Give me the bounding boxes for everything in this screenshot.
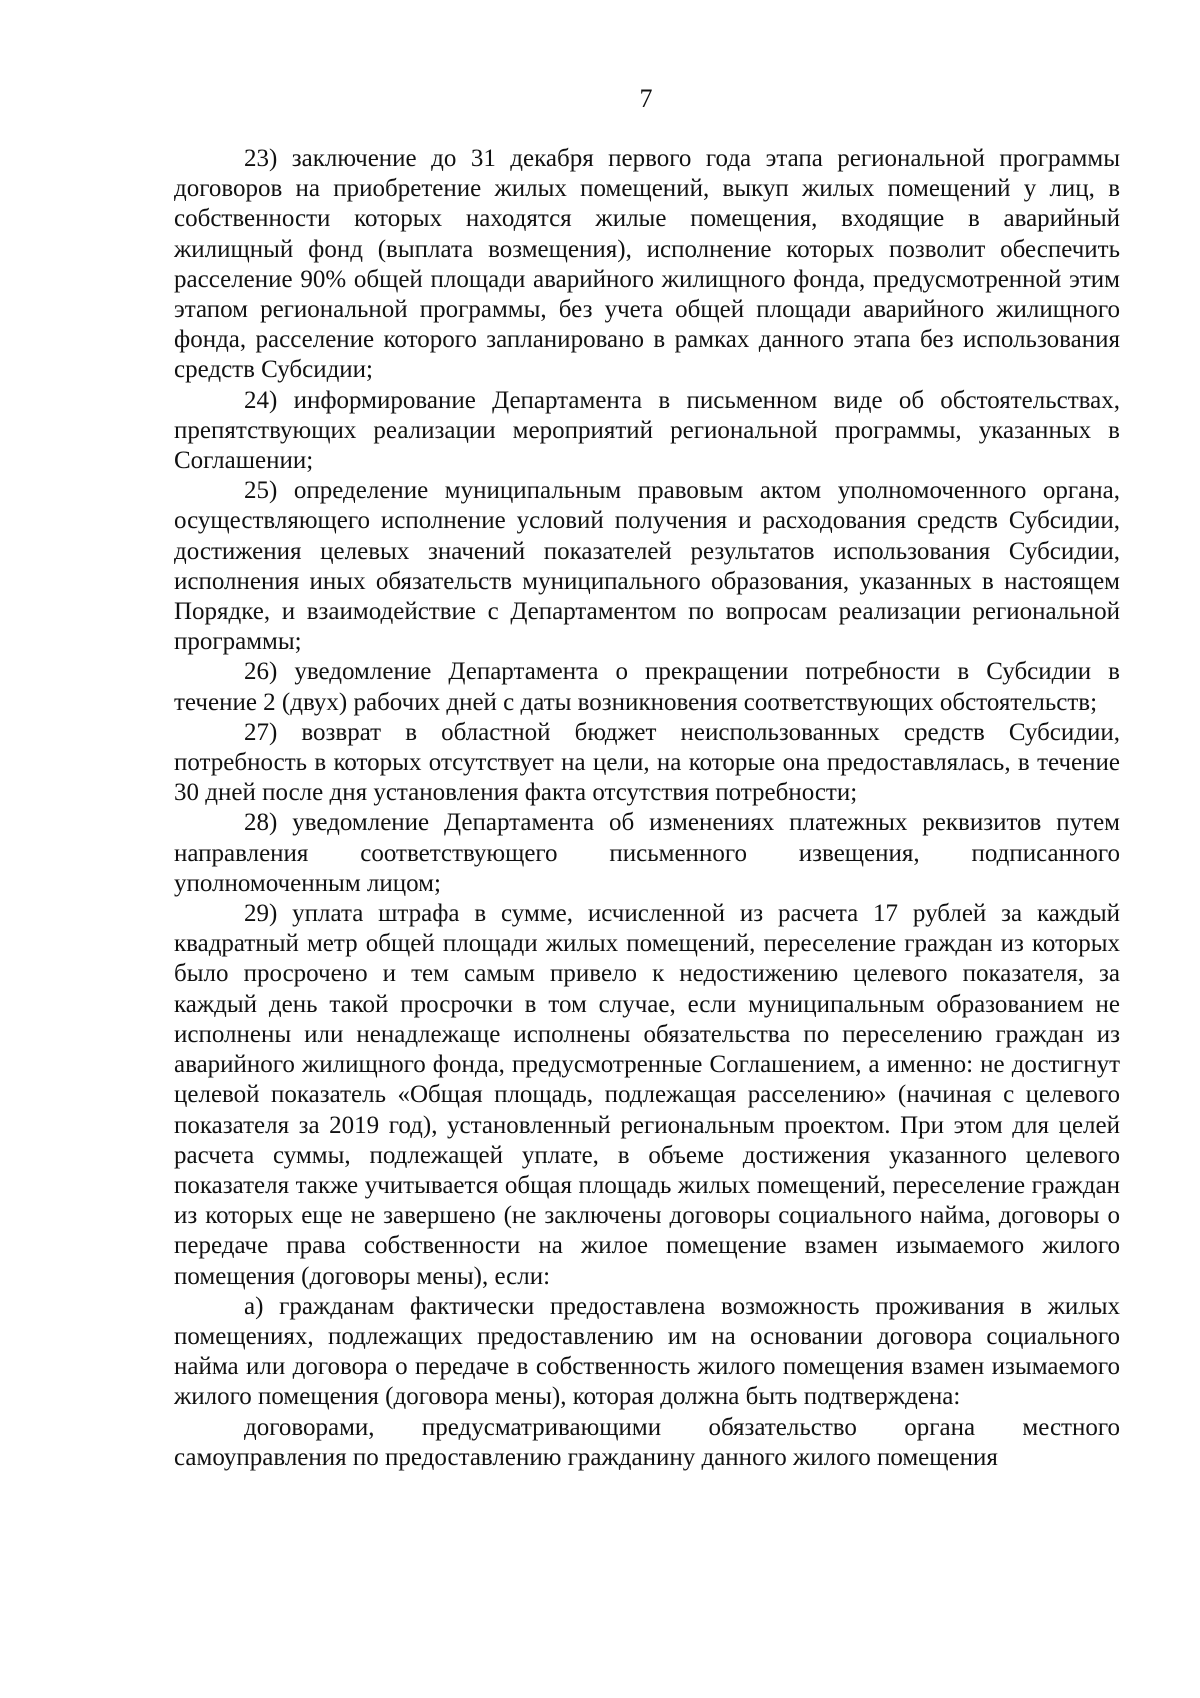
document-body <box>174 144 1120 1473</box>
paragraph-item-23: 23) заключение до 31 декабря первого года этапа региональной программы договоров на приобретение жилых помещений, выкуп жилых помещений у лиц, в собственности которых находятся жилые помещения, входящие в аварийный жилищный фонд (выплата возмещения), исполнение которых позволит обеспечить расселение 90% общей площади аварийного жилищного фонда, предусмотренной этим этапом региональной программы, без учета общей площади аварийного жилищного фонда, расселение которого запланировано в рамках данного этапа без использования средств Субсидии; <box>174 145 1120 384</box>
paragraph-item-28: 28) уведомление Департамента об изменениях платежных реквизитов путем направления соответствующего письменного извещения, подписанного уполномоченным лицом; <box>174 809 1120 897</box>
paragraph-item-26: 26) уведомление Департамента о прекращении потребности в Субсидии в течение 2 (двух) рабочих дней с даты возникновения соответствующих обстоятельств; <box>174 658 1120 716</box>
paragraph-contracts: договорами, предусматривающими обязательство органа местного самоуправления по предоставлению гражданину данного жилого помещения <box>174 1413 1120 1471</box>
paragraph-item-24: 24) информирование Департамента в письменном виде об обстоятельствах, препятствующих реализации мероприятий региональной программы, указанных в Соглашении; <box>174 386 1120 475</box>
page-number: 7 <box>639 84 653 113</box>
paragraph-subitem-a: а) гражданам фактически предоставлена возможность проживания в жилых помещениях, подлежащих предоставлению им на основании договора социального найма или договора о передаче в собственность жилого помещения взамен изымаемого жилого помещения (договора мены), которая должна быть подтверждена: <box>174 1292 1120 1411</box>
paragraph-item-27: 27) возврат в областной бюджет неиспользованных средств Субсидии, потребность в которых отсутствует на цели, на которые она предоставлялась, в течение 30 дней после дня установления факта отсутствия потребности; <box>174 718 1120 807</box>
paragraph-item-25: 25) определение муниципальным правовым актом уполномоченного органа, осуществляющего исполнение условий получения и расходования средств Субсидии, достижения целевых значений показателей результатов использования Субсидии, исполнения иных обязательств муниципального образования, указанных в настоящем Порядке, и взаимодействие с Департаментом по вопросам реализации региональной программы; <box>174 477 1120 656</box>
paragraph-item-29: 29) уплата штрафа в сумме, исчисленной из расчета 17 рублей за каждый квадратный метр общей площади жилых помещений, переселение граждан из которых было просрочено и тем самым привело к недостижению целевого показателя, за каждый день такой просрочки в том случае, если муниципальным образованием не исполнены или ненадлежаще исполнены обязательства по переселению граждан из аварийного жилищного фонда, предусмотренные Соглашением, а именно: не достигнут целевой показатель «Общая площадь, подлежащая расселению» (начиная с целевого показателя за 2019 год), установленный региональным проектом. При этом для целей расчета суммы, подлежащей уплате, в объеме достижения указанного целевого показателя также учитывается общая площадь жилых помещений, переселение граждан из которых еще не завершено (не заключены договоры социального найма, договоры о передаче права собственности на жилое помещение взамен изымаемого жилого помещения (договоры мены), если: <box>174 900 1120 1290</box>
